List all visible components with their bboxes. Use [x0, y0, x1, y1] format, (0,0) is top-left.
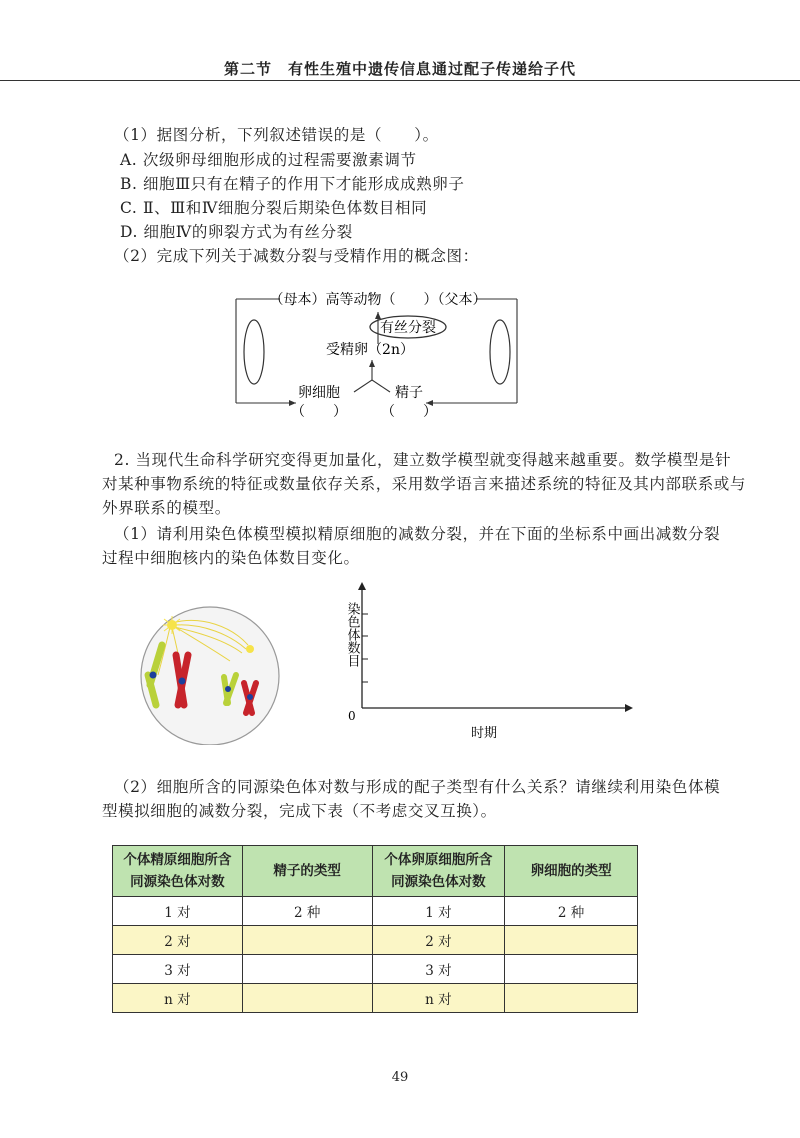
section-2-intro-line-3: 外界联系的模型。	[102, 499, 231, 517]
page-header-title: 第二节 有性生殖中遗传信息通过配子传递给子代	[223, 60, 576, 78]
left-blank-ellipse	[244, 320, 264, 384]
header-sperm-homolog-pairs: 个体精原细胞所含 同源染色体对数	[113, 846, 243, 897]
header-rule	[0, 80, 800, 81]
header-sperm-types: 精子的类型	[242, 846, 372, 897]
egg-cell-blank: （ ）	[291, 404, 347, 420]
option-d: D. 细胞Ⅳ的卵裂方式为有丝分裂	[120, 223, 353, 241]
y-axis-label: 染色体数目	[344, 602, 360, 667]
table-row	[113, 897, 638, 926]
table-cell: 2 对	[372, 926, 505, 955]
table-cell	[242, 955, 372, 984]
table-cell	[242, 984, 372, 1013]
table-cell	[242, 926, 372, 955]
table-cell: 2 对	[113, 926, 243, 955]
zygote-label: 受精卵（2n）	[326, 342, 414, 358]
x-axis-label: 时期	[470, 726, 498, 741]
section-2-intro-line-1: 2. 当现代生命科学研究变得更加量化，建立数学模型就变得越来越重要。数学模型是针	[114, 451, 732, 469]
chromosome-count-axes	[338, 580, 638, 745]
table-row	[113, 926, 638, 955]
egg-cell-label: 卵细胞	[298, 385, 340, 401]
header-egg-homolog-pairs: 个体卵原细胞所含 同源染色体对数	[372, 846, 505, 897]
option-c: C. Ⅱ、Ⅲ和Ⅳ细胞分裂后期染色体数目相同	[120, 199, 428, 217]
section-2-intro-line-2: 对某种事物系统的特征或数量依存关系，采用数学语言来描述系统的特征及其内部联系或与	[102, 475, 747, 493]
table-cell: 1 对	[113, 897, 243, 926]
meiosis-cell-illustration	[132, 605, 292, 745]
section-2-q2-line-2: 型模拟细胞的减数分裂，完成下表（不考虑交叉互换）。	[102, 802, 497, 820]
centrosome-right	[246, 645, 254, 653]
origin-label: 0	[348, 709, 356, 723]
option-b: B. 细胞Ⅲ只有在精子的作用下才能形成成熟卵子	[120, 175, 465, 193]
section-2-q1-line-1: （1）请利用染色体模型模拟精原细胞的减数分裂，并在下面的坐标系中画出减数分裂	[114, 525, 721, 543]
concept-map-diagram	[232, 288, 522, 428]
option-a: A. 次级卵母细胞形成的过程需要激素调节	[120, 151, 417, 169]
table-cell: 3 对	[372, 955, 505, 984]
section-2-q2-line-1: （2）细胞所含的同源染色体对数与形成的配子类型有什么关系？请继续利用染色体模	[114, 778, 721, 796]
table-header-row	[113, 846, 638, 897]
table-cell	[505, 955, 638, 984]
table-cell: 2 种	[505, 897, 638, 926]
table-cell: 1 对	[372, 897, 505, 926]
sperm-blank: （ ）	[381, 404, 437, 420]
table-cell: 2 种	[242, 897, 372, 926]
question-1-stem: （1）据图分析，下列叙述错误的是（ ）。	[114, 126, 439, 144]
sperm-label: 精子	[395, 385, 423, 401]
table-cell	[505, 984, 638, 1013]
table-row	[113, 984, 638, 1013]
table-cell: n 对	[372, 984, 505, 1013]
question-2-stem: （2）完成下列关于减数分裂与受精作用的概念图：	[114, 247, 479, 265]
table-cell: 3 对	[113, 955, 243, 984]
gamete-type-table	[112, 845, 638, 1013]
table-cell	[505, 926, 638, 955]
right-blank-ellipse	[490, 320, 510, 384]
table-cell: n 对	[113, 984, 243, 1013]
header-egg-types: 卵细胞的类型	[505, 846, 638, 897]
mitosis-label: 有丝分裂	[380, 320, 436, 336]
section-2-q1-line-2: 过程中细胞核内的染色体数目变化。	[102, 549, 360, 567]
top-organism-label: （母本）高等动物（ ）（父本）	[269, 292, 487, 308]
table-row	[113, 955, 638, 984]
page-number: 49	[391, 1070, 409, 1085]
